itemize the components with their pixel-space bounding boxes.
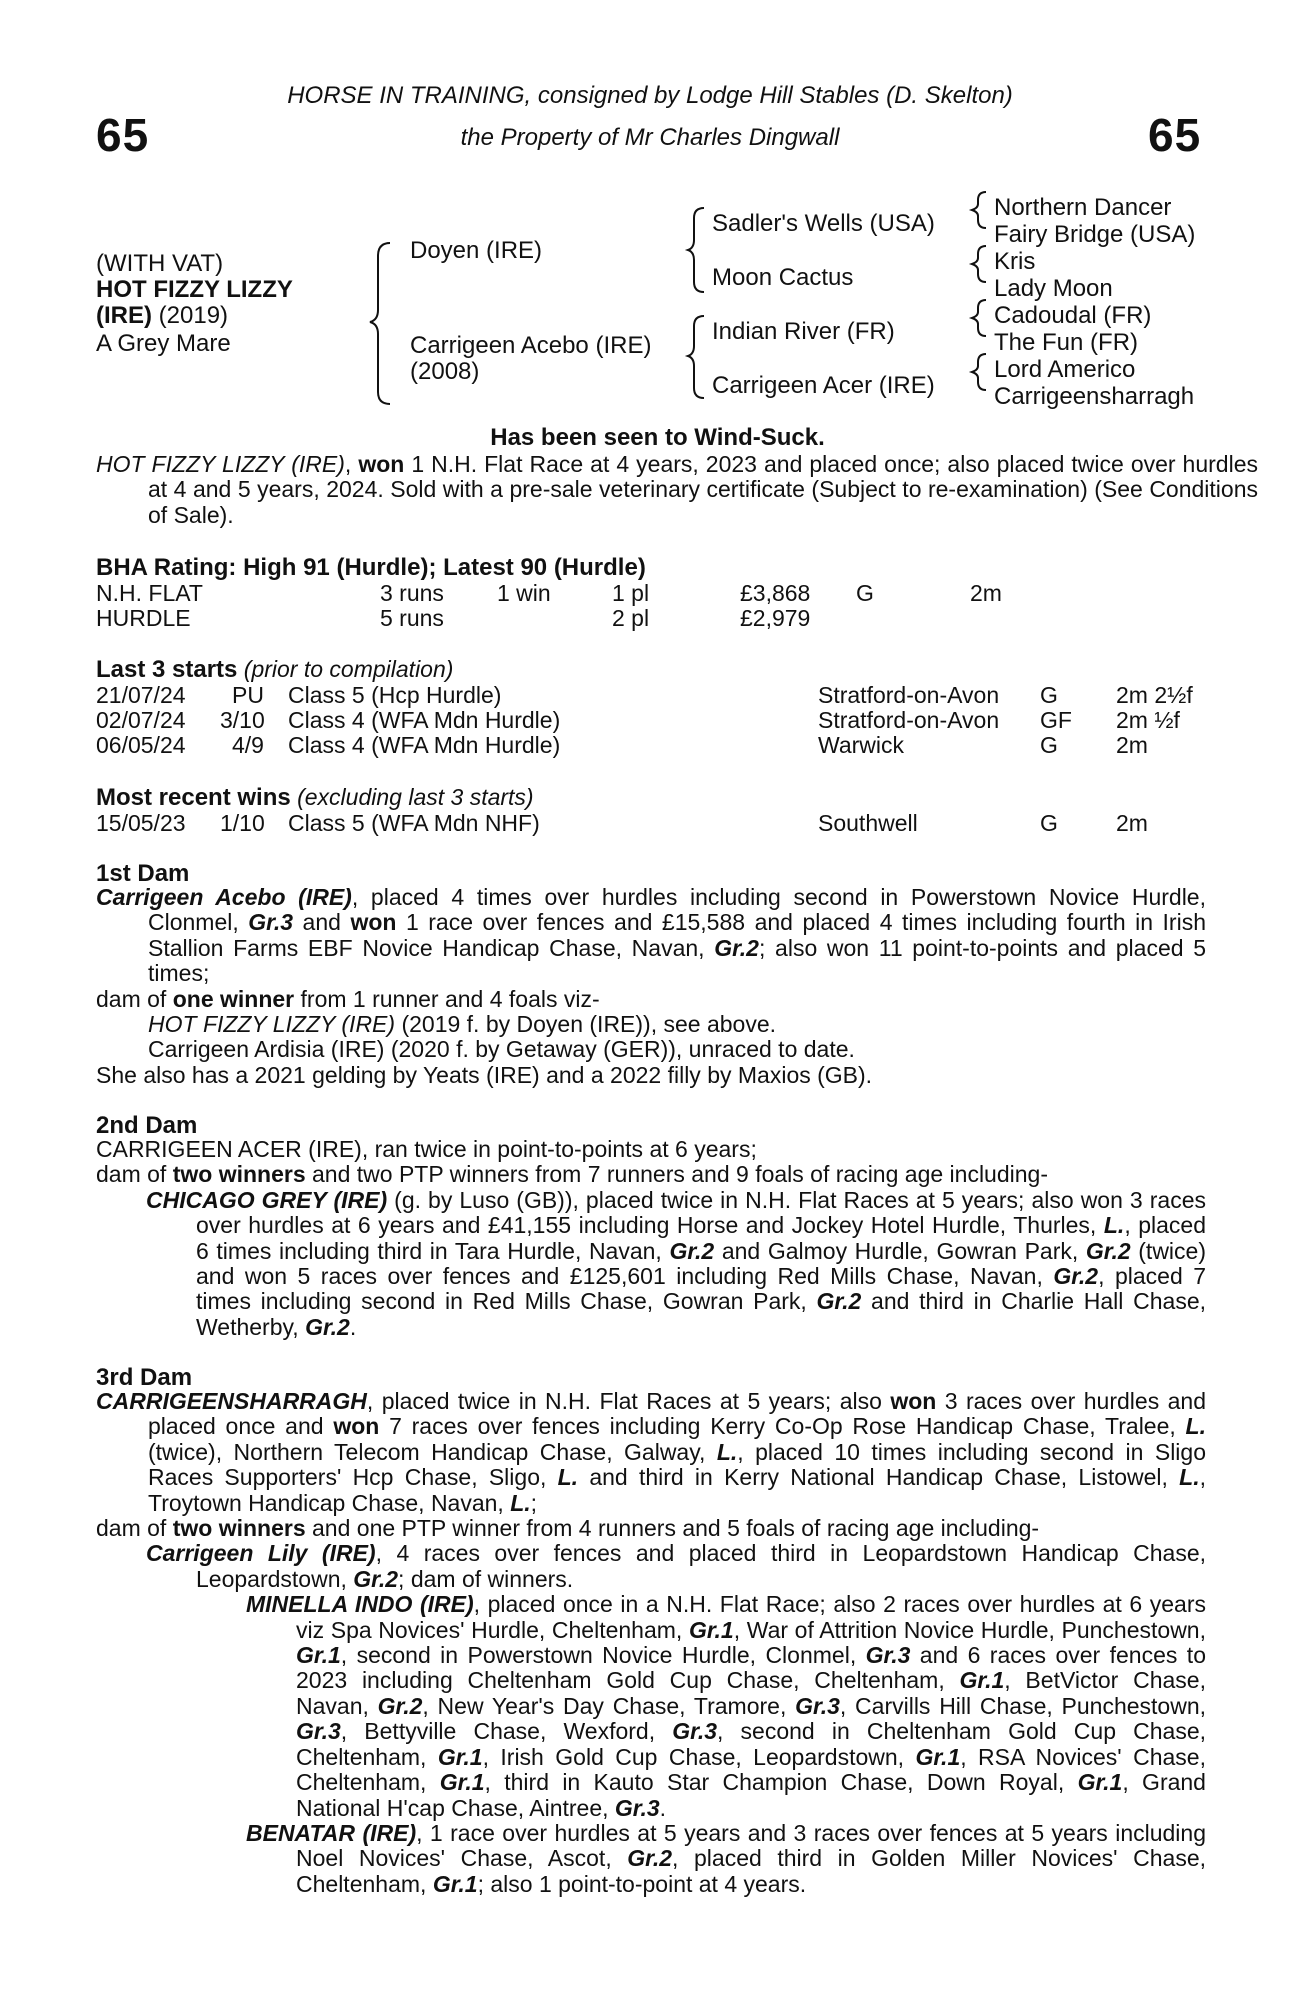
- summary-paragraph: HOT FIZZY LIZZY (IRE), won 1 N.H. Flat Race at 4 years, 2023 and placed once; also placed twice over hurdles at 4 and 5 years, 2024. Sold with a pre-sale veterinary certificate (Subject to re-examination) (See Conditions of Sale).: [96, 451, 1258, 528]
- fd-t1: , placed 4 times over hurdles including second in Powerstown Novice Hurdle, Clonmel,: [148, 884, 1206, 936]
- ls-dist: 2m: [1116, 732, 1148, 758]
- td-t: ; dam of winners.: [398, 1565, 574, 1592]
- horse-description: A Grey Mare: [96, 330, 231, 357]
- ls-course: Warwick: [818, 732, 905, 758]
- td-grade: L.: [1179, 1464, 1200, 1491]
- td-grade: L.: [510, 1489, 531, 1516]
- td-t: , New Year's Day Chase, Tramore,: [422, 1692, 796, 1719]
- td-grade: Gr.1: [1077, 1769, 1123, 1796]
- sd-grade: L.: [1103, 1212, 1125, 1239]
- sd-grade: Gr.2: [816, 1288, 862, 1315]
- td-grade: Gr.3: [614, 1794, 660, 1821]
- rating-runs-0: 3 runs: [380, 580, 444, 606]
- ls-course: Stratford-on-Avon: [818, 707, 1000, 733]
- td-b-name: BENATAR (IRE): [246, 1819, 417, 1846]
- recent-wins-heading: Most recent wins: [96, 784, 291, 811]
- fd-won: won: [350, 909, 397, 936]
- sd-grade: Gr.2: [1053, 1263, 1099, 1290]
- td-grade: Gr.1: [959, 1667, 1005, 1694]
- td-t: , Grand National H'cap Chase, Aintree,: [296, 1769, 1206, 1821]
- ls-race: Class 4 (WFA Mdn Hurdle): [288, 732, 561, 758]
- td-dam-of-pre: dam of: [96, 1515, 173, 1542]
- td-t: , Carvills Hill Chase, Punchestown,: [839, 1692, 1207, 1719]
- second-dam-text: CARRIGEEN ACER (IRE), ran twice in point-to-points at 6 years;: [96, 1136, 757, 1162]
- td-dam-of-bold: two winners: [172, 1515, 306, 1542]
- td-t: (twice), Northern Telecom Handicap Chase, Galway,: [148, 1438, 717, 1465]
- rw-going: G: [1040, 810, 1058, 836]
- td-t: and third in Kerry National Handicap Chase, Listowel,: [578, 1464, 1180, 1491]
- rw-race: Class 5 (WFA Mdn NHF): [288, 810, 540, 836]
- rw-date: 15/05/23: [96, 810, 186, 836]
- fd-dam-of-post: from 1 runner and 4 foals viz-: [294, 985, 600, 1012]
- dam-year: (2008): [410, 358, 480, 385]
- td-grade: Gr.1: [432, 1870, 478, 1897]
- rw-course: Southwell: [818, 810, 918, 836]
- td-t: , second in Powerstown Novice Hurdle, Clonmel,: [340, 1642, 866, 1669]
- td-grade: Gr.2: [377, 1692, 423, 1719]
- td-grade: L.: [716, 1438, 738, 1465]
- sd-dam-of-post: and two PTP winners from 7 runners and 9 foals of racing age including-: [305, 1161, 1048, 1188]
- last-starts-heading: Last 3 starts: [96, 656, 238, 683]
- summary-won: won: [358, 451, 405, 477]
- td-t: , Irish Gold Cup Chase, Leopardstown,: [482, 1743, 916, 1770]
- ls-pos: 4/9: [232, 732, 264, 758]
- ggp-8: Carrigeensharragh: [994, 383, 1195, 410]
- td-m-name: MINELLA INDO (IRE): [246, 1591, 474, 1618]
- first-dam-foal-1: [96, 1012, 1206, 1037]
- first-dam-also: She also has a 2021 gelding by Yeats (IRE) and a 2022 filly by Maxios (GB).: [96, 1061, 873, 1088]
- first-dam-section: [96, 885, 1206, 1088]
- second-dam-dam-of: [96, 1162, 1206, 1187]
- td-grade: Gr.1: [437, 1743, 483, 1770]
- sd-t: (twice) and won 5 races over fences and £125,601 including Red Mills Chase, Navan,: [196, 1237, 1206, 1290]
- sd-t: , placed 6 times including third in Tara Hurdle, Navan,: [196, 1212, 1207, 1264]
- td-grade: Gr.3: [672, 1718, 718, 1745]
- sd-t: (g. by Luso (GB)), placed twice in N.H. Flat Races at 5 years; also won 3 races over hurdles at 6 years and £41,155 including Horse and Jockey Hotel Hurdle, Thurles,: [196, 1186, 1207, 1239]
- td-grade: Gr.2: [353, 1565, 399, 1592]
- rating-placed-1: 2 pl: [612, 605, 650, 631]
- first-dam-dam-of: [96, 987, 1206, 1012]
- td-name: CARRIGEENSHARRAGH: [96, 1388, 367, 1414]
- rating-type-1: HURDLE: [96, 605, 191, 631]
- ggp-1: Northern Dancer: [994, 194, 1172, 221]
- ls-dist: 2m ½f: [1116, 707, 1180, 733]
- fd-grade: Gr.2: [714, 934, 759, 961]
- td-grade: Gr.3: [795, 1692, 840, 1719]
- ls-pos: PU: [232, 682, 264, 708]
- rating-prize-0: £3,868: [740, 580, 811, 606]
- fd-t3: 1 race over fences and £15,588 and placed 4 times including fourth in Irish Stallion Farms EBF Novice Handicap Chase, Navan,: [148, 909, 1206, 961]
- first-dam-foal-2: Carrigeen Ardisia (IRE) (2020 f. by Getaway (GER)), unraced to date.: [148, 1036, 855, 1063]
- td-t: , War of Attrition Novice Hurdle, Punchestown,: [733, 1616, 1206, 1643]
- dam-dam: Carrigeen Acer (IRE): [712, 372, 935, 399]
- sd-grade: Gr.2: [305, 1313, 350, 1340]
- sd-dam-of-pre: dam of: [96, 1161, 173, 1188]
- second-dam-progeny: [96, 1188, 1206, 1340]
- td-t: , second in Cheltenham Gold Cup Chase, Cheltenham,: [296, 1718, 1207, 1770]
- ls-race: Class 5 (Hcp Hurdle): [288, 682, 502, 708]
- td-t: , Troytown Handicap Chase, Navan,: [148, 1464, 1206, 1516]
- rating-runs-1: 5 runs: [380, 605, 444, 631]
- ls-pos: 3/10: [220, 707, 265, 733]
- ls-going: G: [1040, 732, 1058, 758]
- second-dam-section: [96, 1137, 1206, 1340]
- fd-t4: ; also won 11 point-to-points and placed 5 times;: [148, 934, 1206, 987]
- recent-wins-heading-line: [96, 784, 534, 812]
- ls-date: 06/05/24: [96, 732, 186, 758]
- td-t: , BetVictor Chase, Navan,: [296, 1667, 1206, 1719]
- third-dam-heading: 3rd Dam: [96, 1364, 193, 1391]
- td-t: , 4 races over fences and placed third in Leopardstown Handicap Chase, Leopardstown,: [196, 1540, 1206, 1592]
- td-t: , third in Kauto Star Champion Chase, Down Royal,: [484, 1769, 1078, 1796]
- td-t: , placed twice in N.H. Flat Races at 5 years; also: [366, 1388, 891, 1414]
- sd-t: and Galmoy Hurdle, Gowran Park,: [714, 1237, 1086, 1264]
- sd-progeny-name: CHICAGO GREY (IRE): [146, 1186, 388, 1213]
- ggp-5: Cadoudal (FR): [994, 302, 1152, 329]
- last-starts-heading-line: [96, 656, 453, 684]
- td-t: ;: [530, 1489, 538, 1516]
- td-won: won: [333, 1413, 380, 1440]
- sd-grade: Gr.2: [669, 1237, 715, 1264]
- first-dam-paragraph: [96, 885, 1206, 987]
- td-t: , RSA Novices' Chase, Cheltenham,: [296, 1743, 1206, 1796]
- td-t: 7 races over fences including Kerry Co-Op Rose Handicap Chase, Tralee,: [379, 1413, 1186, 1440]
- horse-name: HOT FIZZY LIZZY: [96, 276, 293, 303]
- dam: Carrigeen Acebo (IRE): [410, 332, 652, 359]
- horse-suffix: (IRE): [96, 302, 152, 329]
- td-grade: Gr.1: [439, 1769, 485, 1796]
- lot-number-right: 65: [1148, 109, 1202, 161]
- td-grade: Gr.1: [296, 1642, 341, 1669]
- td-t: , placed once in a N.H. Flat Race; also 2 races over hurdles at 6 years viz Spa Novices' Hurdle, Cheltenham,: [296, 1591, 1206, 1643]
- td-t: , 1 race over hurdles at 5 years and 3 races over fences at 5 years including Noel Novices' Chase, Ascot,: [296, 1819, 1206, 1872]
- fd-dam-of-pre: dam of: [96, 985, 173, 1012]
- ggp-6: The Fun (FR): [994, 329, 1139, 356]
- ggp-4: Lady Moon: [994, 275, 1113, 302]
- sire-dam: Moon Cactus: [712, 264, 854, 291]
- first-dam-name: Carrigeen Acebo (IRE): [96, 884, 352, 910]
- property-line: the Property of Mr Charles Dingwall: [460, 124, 840, 151]
- ls-date: 21/07/24: [96, 682, 186, 708]
- td-grade: L.: [1185, 1413, 1206, 1440]
- td-t: 3 races over hurdles and placed once and: [148, 1388, 1206, 1440]
- ggp-7: Lord Americo: [994, 356, 1136, 383]
- td-grade: Gr.1: [688, 1616, 734, 1643]
- rw-pos: 1/10: [220, 810, 265, 836]
- sd-grade: Gr.2: [1085, 1237, 1131, 1264]
- third-dam-dam-of: [96, 1516, 1206, 1541]
- td-grade: Gr.1: [915, 1743, 961, 1770]
- recent-wins-note: (excluding last 3 starts): [297, 784, 534, 810]
- summary-text: 1 N.H. Flat Race at 4 years, 2023 and placed once; also placed twice over hurdles at 4 and 5 years, 2024. Sold with a pre-sale veterinary certificate (Subject to re-examination) (See Conditions of Sale).: [148, 451, 1258, 528]
- third-dam-section: [96, 1389, 1206, 1897]
- third-dam-paragraph: [96, 1389, 1206, 1516]
- td-t: ; also 1 point-to-point at 4 years.: [477, 1870, 807, 1897]
- ls-dist: 2m 2½f: [1116, 682, 1193, 708]
- third-dam-progeny-benatar: [96, 1821, 1206, 1897]
- fd-t2: and: [293, 909, 351, 936]
- td-grade: Gr.2: [627, 1845, 673, 1872]
- horse-year: (2019): [158, 302, 229, 329]
- td-dam-of-post: and one PTP winner from 4 runners and 5 foals of racing age including-: [305, 1515, 1040, 1542]
- summary-horse-name: HOT FIZZY LIZZY (IRE): [96, 451, 345, 477]
- td-t: , placed 10 times including second in Sligo Races Supporters' Hcp Chase, Sligo,: [148, 1438, 1207, 1491]
- sire: Doyen (IRE): [410, 237, 543, 264]
- td-grade: Gr.3: [865, 1642, 911, 1669]
- rw-dist: 2m: [1116, 810, 1148, 836]
- td-won: won: [890, 1388, 937, 1414]
- sd-t: .: [349, 1313, 357, 1340]
- td-grade: L.: [557, 1464, 579, 1491]
- fd-dam-of-bold: one winner: [172, 985, 295, 1012]
- rating-heading: BHA Rating: High 91 (Hurdle); Latest 90 (Hurdle): [96, 554, 646, 581]
- second-dam-heading: 2nd Dam: [96, 1112, 198, 1139]
- sd-dam-of-bold: two winners: [172, 1161, 306, 1188]
- consignment-line: HORSE IN TRAINING, consigned by Lodge Hill Stables (D. Skelton): [287, 82, 1013, 109]
- ls-date: 02/07/24: [96, 707, 186, 733]
- ls-going: G: [1040, 682, 1058, 708]
- lot-number-left: 65: [96, 109, 150, 161]
- sire-sire: Sadler's Wells (USA): [712, 210, 935, 237]
- vat-label: (WITH VAT): [96, 250, 224, 277]
- ggp-2: Fairy Bridge (USA): [994, 221, 1196, 248]
- ggp-3: Kris: [994, 248, 1036, 275]
- td-t: .: [659, 1794, 667, 1821]
- first-dam-heading: 1st Dam: [96, 860, 190, 887]
- td-c-name: Carrigeen Lily (IRE): [146, 1540, 376, 1567]
- rating-wins-0: 1 win: [497, 580, 551, 606]
- ls-race: Class 4 (WFA Mdn Hurdle): [288, 707, 561, 733]
- rating-going-0: G: [856, 580, 874, 606]
- last-starts-note: (prior to compilation): [243, 656, 454, 682]
- ls-course: Stratford-on-Avon: [818, 682, 1000, 708]
- third-dam-progeny-carrigeen-lily: [96, 1541, 1206, 1592]
- rating-placed-0: 1 pl: [612, 580, 650, 606]
- sd-t: and third in Charlie Hall Chase, Wetherby,: [196, 1288, 1206, 1340]
- fd-foal1-name: HOT FIZZY LIZZY (IRE): [148, 1011, 396, 1038]
- third-dam-progeny-minella-indo: [96, 1592, 1206, 1821]
- td-t: , Bettyville Chase, Wexford,: [340, 1718, 673, 1745]
- rating-type-0: N.H. FLAT: [96, 580, 203, 606]
- rating-prize-1: £2,979: [740, 605, 811, 631]
- fd-foal1-text: (2019 f. by Doyen (IRE)), see above.: [395, 1011, 777, 1038]
- fd-grade: Gr.3: [248, 909, 294, 936]
- dam-sire: Indian River (FR): [712, 318, 895, 345]
- sd-t: , placed 7 times including second in Red Mills Chase, Gowran Park,: [196, 1263, 1207, 1315]
- td-t: , placed third in Golden Miller Novices' Chase, Cheltenham,: [296, 1845, 1206, 1897]
- rating-dist-0: 2m: [970, 580, 1002, 606]
- td-t: and 6 races over fences to 2023 including Cheltenham Gold Cup Chase, Cheltenham,: [296, 1642, 1206, 1694]
- td-grade: Gr.3: [296, 1718, 341, 1745]
- notice: Has been seen to Wind-Suck.: [490, 424, 825, 451]
- ls-going: GF: [1040, 707, 1072, 733]
